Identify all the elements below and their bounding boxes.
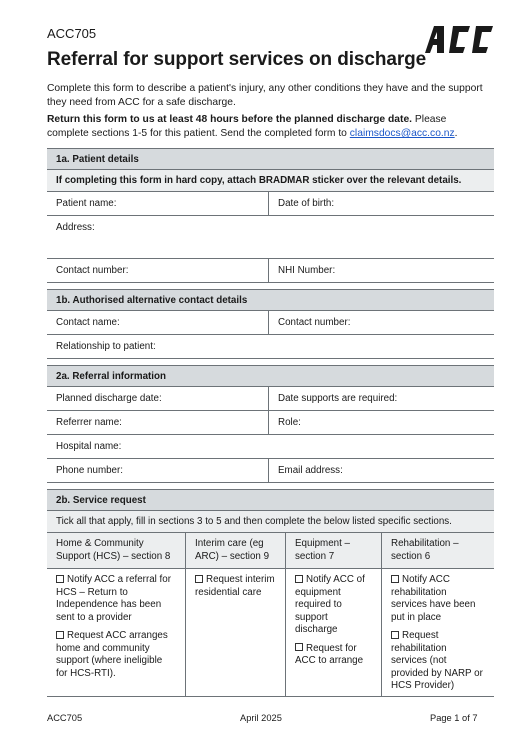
hcs-request-option[interactable] [56, 630, 176, 680]
checkbox[interactable] [391, 575, 399, 583]
equipment-column-header: Equipment – section 7 [285, 533, 381, 568]
row-dates [47, 387, 494, 411]
return-deadline: Return this form to us at least 48 hours before the planned discharge date. [47, 114, 413, 125]
interim-care-column-header: Interim care (eg ARC) – section 9 [185, 533, 285, 568]
section-2a-heading: 2a. Referral information [47, 365, 494, 387]
equipment-request-option[interactable] [295, 643, 372, 668]
checkbox[interactable] [195, 575, 203, 583]
rehab-request-option[interactable] [391, 630, 485, 693]
section-2b-heading: 2b. Service request [47, 489, 494, 511]
option-label: Notify ACC rehabilitation services have been put in place [391, 574, 476, 623]
footer-form-code: ACC705 [47, 713, 83, 723]
footer-page-number: Page 1 of 7 [430, 713, 478, 723]
contact-number-field[interactable]: Contact number: [56, 265, 129, 276]
option-label: Request ACC arranges home and community support (where ineligible for HCS-RTI). [56, 630, 168, 679]
option-label: Request rehabilitation services (not provided by NARP or HCS Provider) [391, 630, 483, 691]
row-address [47, 216, 494, 259]
service-request-note: Tick all that apply, fill in sections 3 to 5 and then complete the below listed specific sections. [47, 511, 494, 533]
option-label: Notify ACC of equipment required to support discharge [295, 574, 365, 635]
hospital-name-field[interactable]: Hospital name: [56, 441, 122, 452]
checkbox[interactable] [56, 631, 64, 639]
checkbox[interactable] [56, 575, 64, 583]
date-of-birth-field[interactable]: Date of birth: [268, 192, 494, 215]
address-field[interactable]: Address: [56, 222, 95, 233]
option-label: Notify ACC a referral for HCS – Return to Independence has been sent to a provider [56, 574, 171, 623]
row-relationship [47, 335, 494, 359]
footer-date: April 2025 [240, 713, 282, 723]
return-instructions [47, 113, 487, 141]
hcs-options [47, 569, 185, 696]
supports-required-date-field[interactable]: Date supports are required: [268, 387, 494, 410]
form-code: ACC705 [47, 26, 97, 41]
row-phone-email [47, 459, 494, 483]
checkbox[interactable] [295, 643, 303, 651]
intro-text: Complete this form to describe a patient's injury, any other conditions they have and the support they need from ACC for a safe discharge. [47, 83, 483, 108]
row-referrer [47, 411, 494, 435]
checkbox[interactable] [295, 575, 303, 583]
email-address-field[interactable]: Email address: [268, 459, 494, 482]
rehab-notify-option[interactable] [391, 574, 485, 624]
role-field[interactable]: Role: [268, 411, 494, 434]
interim-care-options [185, 569, 285, 696]
referrer-name-field[interactable]: Referrer name: [56, 417, 122, 428]
hcs-notify-option[interactable] [56, 574, 176, 624]
relationship-field[interactable]: Relationship to patient: [56, 341, 156, 352]
rehabilitation-options [381, 569, 494, 696]
service-columns-header [47, 533, 494, 569]
section-1b-heading: 1b. Authorised alternative contact details [47, 289, 494, 311]
service-options [47, 569, 494, 697]
equipment-options [285, 569, 381, 696]
phone-number-field[interactable]: Phone number: [56, 465, 123, 476]
nhi-number-field[interactable]: NHI Number: [268, 259, 494, 282]
email-link[interactable]: claimsdocs@acc.co.nz [349, 128, 455, 139]
row-name-dob [47, 192, 494, 216]
row-hospital [47, 435, 494, 459]
return-details: Please complete sections 1-5 for this patient. Send the completed form to [47, 114, 447, 139]
rehabilitation-column-header: Rehabilitation – section 6 [381, 533, 494, 568]
row-alt-contact [47, 311, 494, 335]
row-contact-nhi [47, 259, 494, 283]
acc-logo [423, 24, 499, 54]
patient-name-field[interactable]: Patient name: [56, 198, 117, 209]
equipment-notify-option[interactable] [295, 574, 372, 637]
section-1a-heading: 1a. Patient details [47, 148, 494, 170]
option-label: Request interim residential care [195, 574, 275, 598]
alt-contact-number-field[interactable]: Contact number: [268, 311, 494, 334]
hcs-column-header: Home & Community Support (HCS) – section 8 [56, 538, 171, 562]
return-end: . [454, 128, 458, 139]
interim-care-request-option[interactable] [195, 574, 276, 599]
option-label: Request for ACC to arrange [295, 642, 364, 666]
alt-contact-name-field[interactable]: Contact name: [56, 317, 120, 328]
referral-form [47, 148, 494, 697]
bradmar-note: If completing this form in hard copy, attach BRADMAR sticker over the relevant details. [47, 170, 494, 192]
page-title: Referral for support services on discharge [47, 49, 427, 70]
checkbox[interactable] [391, 631, 399, 639]
planned-discharge-date-field[interactable]: Planned discharge date: [56, 393, 162, 404]
